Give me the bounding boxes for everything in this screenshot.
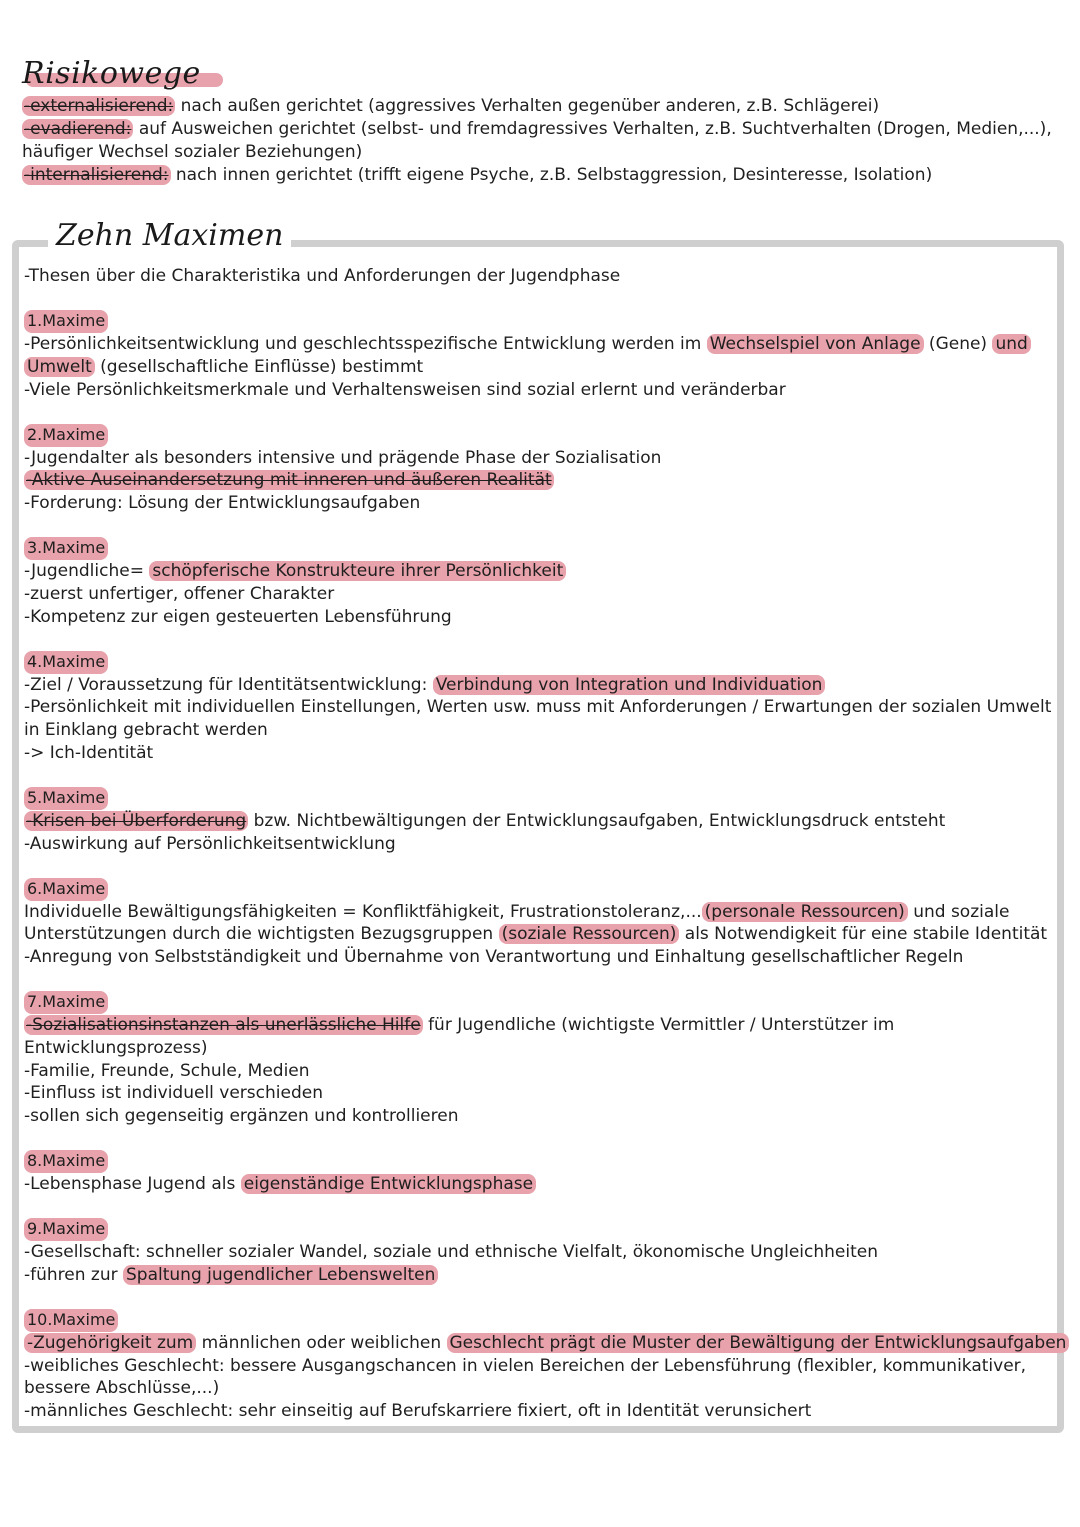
risk-term: -externalisierend: [24, 96, 174, 116]
highlight: -Sozialisationsinstanzen als unerlässliche Hilfe [26, 1015, 421, 1036]
text: -Auswirkung auf Persönlichkeitsentwicklung [24, 833, 396, 854]
risk-term: -evadierend: [24, 119, 132, 139]
text: -Viele Persönlichkeitsmerkmale und Verhaltensweisen sind sozial erlernt und veränderbar [24, 379, 786, 400]
risk-list [22, 95, 1062, 187]
maxim-3 [24, 537, 1054, 628]
text: -Lebensphase Jugend als [24, 1174, 241, 1194]
risk-term: -internalisierend: [24, 165, 169, 185]
maxim-heading: 10.Maxime [24, 1309, 118, 1332]
risk-text: nach innen gerichtet (trifft eigene Psyche, z.B. Selbstaggression, Desinteresse, Isolation) [170, 165, 933, 185]
maxim-6 [24, 878, 1054, 969]
text: in Einklang gebracht werden [24, 720, 268, 740]
maxim-heading: 7.Maxime [24, 991, 108, 1014]
risk-text: häufiger Wechsel sozialer Beziehungen) [22, 142, 363, 162]
text: -sollen sich gegenseitig ergänzen und kontrollieren [24, 1105, 459, 1126]
text: -Jugendliche= [24, 561, 150, 582]
maxim-8 [24, 1150, 1054, 1195]
maxims-content [24, 265, 1067, 1423]
maxim-10 [24, 1309, 1067, 1423]
highlight: und [992, 334, 1030, 354]
maxims-title: Zehn Maximen [48, 218, 291, 253]
highlight: schöpferische Konstrukteure ihrer Persönlichkeit [149, 561, 566, 581]
highlight: Spaltung jugendlicher Lebenswelten [123, 1265, 438, 1285]
risk-title-text: Risikowege [22, 56, 201, 91]
highlight: (soziale Ressourcen) [499, 924, 680, 944]
text: -> Ich-Identität [24, 742, 154, 763]
maxim-4 [24, 651, 1054, 765]
highlight: eigenständige Entwicklungsphase [241, 1174, 536, 1194]
text: -weibliches Geschlecht: bessere Ausgangschancen in vielen Bereichen der Lebensführung (flexibler, kommunikativer, [24, 1355, 1027, 1376]
risk-text: nach außen gerichtet (aggressives Verhalten gegenüber anderen, z.B. Schlägerei) [175, 96, 880, 116]
risk-item [22, 164, 1062, 187]
risk-title [22, 56, 201, 91]
maxim-heading: 2.Maxime [24, 424, 108, 447]
text: -Ziel / Voraussetzung für Identitätsentwicklung: [24, 674, 433, 695]
maxim-heading: 5.Maxime [24, 787, 108, 810]
highlight: (personale Ressourcen) [702, 902, 908, 922]
risk-text: auf Ausweichen gerichtet (selbst- und fremdagressives Verhalten, z.B. Suchtverhalten (Drogen, Medien,...), [133, 119, 1052, 139]
text: und soziale [907, 901, 1010, 922]
maxim-5 [24, 787, 1054, 855]
maxim-2 [24, 424, 1054, 515]
text: -Einfluss ist individuell verschieden [24, 1083, 323, 1104]
highlight: Verbindung von Integration und Individuation [433, 675, 826, 695]
text: -männliches Geschlecht: sehr einseitig auf Berufskarriere fixiert, oft in Identität verunsichert [24, 1401, 812, 1421]
maxim-heading: 1.Maxime [24, 310, 108, 333]
text: -Anregung von Selbstständigkeit und Übernahme von Verantwortung und Einhaltung gesellschaftlicher Regeln [24, 947, 964, 967]
highlight: -Krisen bei Überforderung [26, 810, 247, 831]
intro-line: -Thesen über die Charakteristika und Anforderungen der Jugendphase [24, 266, 621, 286]
maxim-heading: 9.Maxime [24, 1218, 108, 1241]
maxim-heading: 3.Maxime [24, 537, 108, 560]
highlight: Wechselspiel von Anlage [707, 334, 924, 354]
text: Unterstützungen durch die wichtigsten Bezugsgruppen [24, 924, 499, 945]
text: (Gene) [923, 334, 993, 355]
maxim-heading: 4.Maxime [24, 651, 108, 674]
maxim-7 [24, 991, 1054, 1127]
text: als Notwendigkeit für eine stabile Identität [679, 924, 1048, 945]
text: -zuerst unfertiger, offener Charakter [24, 583, 335, 604]
highlight: Geschlecht prägt die Muster der Bewältigung der Entwicklungsaufgaben [447, 1333, 1070, 1353]
text: -Persönlichkeitsentwicklung und geschlechtsspezifische Entwicklung werden im [24, 334, 707, 355]
text: männlichen oder weiblichen [196, 1332, 447, 1353]
maxim-1 [24, 310, 1054, 401]
maxim-heading: 8.Maxime [24, 1150, 108, 1173]
highlight: Umwelt [24, 357, 95, 377]
maxim-9 [24, 1218, 1054, 1286]
text: Entwicklungsprozess) [24, 1037, 208, 1058]
text: -Gesellschaft: schneller sozialer Wandel, soziale und ethnische Vielfalt, ökonomische Ungleichheiten [24, 1242, 879, 1263]
text: -Forderung: Lösung der Entwicklungsaufgaben [24, 493, 421, 513]
highlight: -Zugehörigkeit zum [24, 1333, 196, 1353]
text: Individuelle Bewältigungsfähigkeiten = Konfliktfähigkeit, Frustrationstoleranz,... [24, 901, 702, 922]
text: für Jugendliche (wichtigste Vermittler / Unterstützer im [422, 1015, 895, 1036]
text: bessere Abschlüsse,...) [24, 1378, 220, 1399]
text: -Jugendalter als besonders intensive und prägende Phase der Sozialisation [24, 447, 662, 468]
text: bzw. Nichtbewältigungen der Entwicklungsaufgaben, Entwicklungsdruck entsteht [248, 810, 946, 831]
text: -führen zur [24, 1264, 124, 1285]
text: -Persönlichkeit mit individuellen Einstellungen, Werten usw. muss mit Anforderungen / Erwartungen der sozialen Umwelt [24, 697, 1052, 718]
risk-item [22, 95, 1062, 118]
risk-section [22, 56, 1062, 187]
risk-item [22, 141, 1062, 164]
text: -Kompetenz zur eigen gesteuerten Lebensführung [24, 606, 452, 627]
highlight: -Aktive Auseinandersetzung mit inneren und äußeren Realität [26, 470, 552, 491]
text: (gesellschaftliche Einflüsse) bestimmt [94, 356, 424, 377]
risk-item [22, 118, 1062, 141]
text: -Familie, Freunde, Schule, Medien [24, 1060, 310, 1081]
maxim-heading: 6.Maxime [24, 878, 108, 901]
